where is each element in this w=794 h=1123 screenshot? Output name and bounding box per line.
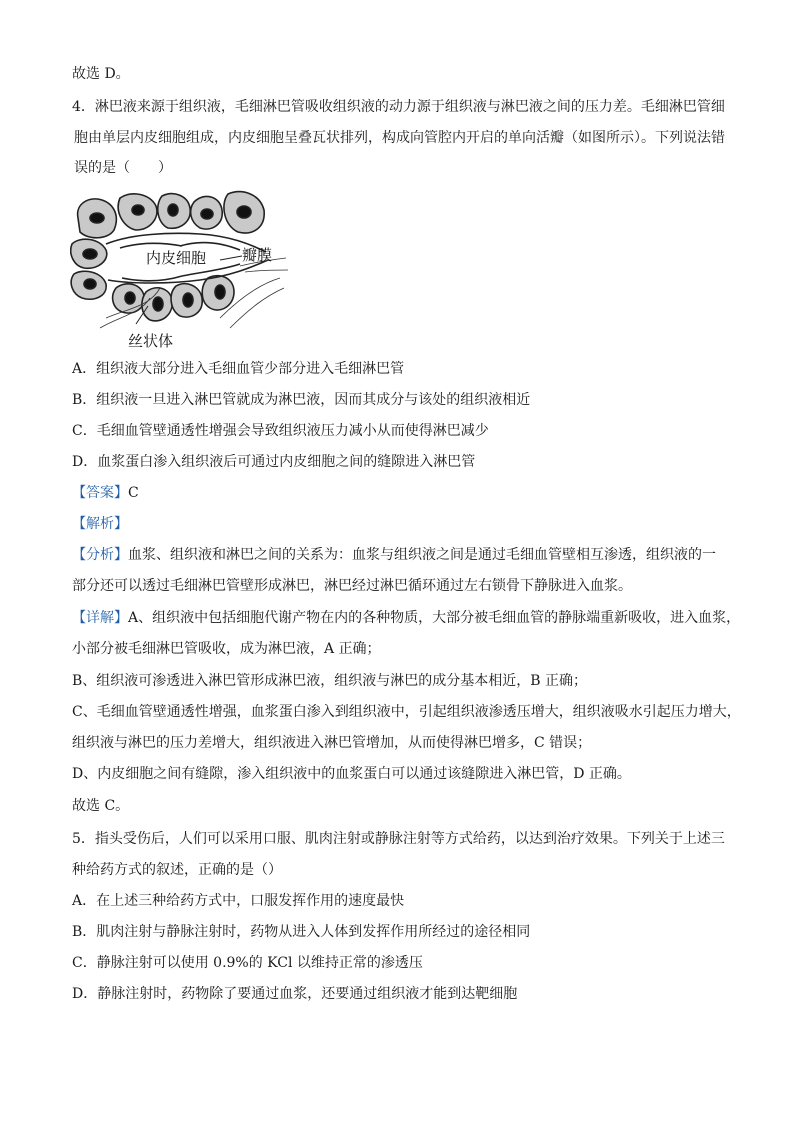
label-valve: 瓣膜 <box>242 246 273 264</box>
detail-text: B、组织液可渗透进入淋巴管形成淋巴液，组织液与淋巴的成分基本相近，B 正确； <box>72 673 588 689</box>
detail-text: C、毛细血管壁通透性增强，血浆蛋白渗入到组织液中，引起组织液渗透压增大，组织液吸水引起压力增大， <box>72 704 741 720</box>
detail-tag: 【详解】 <box>72 610 128 626</box>
label-filament: 丝状体 <box>128 332 174 350</box>
question-5-stem: 种给药方式的叙述，正确的是（） <box>72 862 282 878</box>
valve-pointer <box>220 256 242 260</box>
detail-text: 组织液与淋巴的压力差增大，组织液进入淋巴管增加，从而使得淋巴增多，C 错误； <box>72 735 592 751</box>
analysis-body: 血浆、组织液和淋巴之间的关系为：血浆与组织液之间是通过毛细血管壁相互渗透，组织液的一 <box>128 547 716 563</box>
text-line: 故选 D。 <box>72 66 130 82</box>
question-4-option-c: C．毛细血管壁通透性增强会导致组织液压力减小从而使得淋巴减少 <box>72 423 489 439</box>
question-4-stem: 误的是（ ） <box>74 160 172 176</box>
question-4-stem: 4．淋巴液来源于组织液，毛细淋巴管吸收组织液的动力源于组织液与淋巴液之间的压力差。毛细淋巴管细 <box>72 99 725 115</box>
detail-text: 小部分被毛细淋巴管吸收，成为淋巴液，A 正确； <box>72 641 381 657</box>
question-5-option-d: D．静脉注射时，药物除了要通过血浆，还要通过组织液才能到达靶细胞 <box>72 986 518 1002</box>
text-line: 故选 C。 <box>72 798 130 814</box>
question-4-option-d: D．血浆蛋白渗入组织液后可通过内皮细胞之间的缝隙进入淋巴管 <box>72 454 476 470</box>
question-5-stem: 5．指头受伤后，人们可以采用口服、肌肉注射或静脉注射等方式给药，以达到治疗效果。下列关于上述三 <box>72 831 725 847</box>
detail-text: D、内皮细胞之间有缝隙，渗入组织液中的血浆蛋白可以通过该缝隙进入淋巴管，D 正确。 <box>72 766 631 782</box>
question-5-option-c: C．静脉注射可以使用 0.9%的 KCl 以维持正常的渗透压 <box>72 955 423 971</box>
label-endothelial-cell: 内皮细胞 <box>146 249 207 267</box>
detail-text <box>72 608 740 628</box>
question-4-stem: 胞由单层内皮细胞组成，内皮细胞呈叠瓦状排列，构成向管腔内开启的单向活瓣（如图所示）。下列说法错 <box>74 130 725 146</box>
answer-value: C <box>128 485 139 501</box>
lymph-capillary-figure <box>70 188 290 350</box>
question-5-option-a: A．在上述三种给药方式中，口服发挥作用的速度最快 <box>72 893 405 909</box>
analysis-text <box>72 545 716 565</box>
analysis-tag: 【分析】 <box>72 547 128 563</box>
detail-body: A、组织液中包括细胞代谢产物在内的各种物质，大部分被毛细血管的静脉端重新吸收，进入血浆， <box>128 610 741 626</box>
question-4-option-b: B．组织液一旦进入淋巴管就成为淋巴液，因而其成分与该处的组织液相近 <box>72 392 531 408</box>
question-5-option-b: B．肌肉注射与静脉注射时，药物从进入人体到发挥作用所经过的途径相同 <box>72 924 531 940</box>
question-4-option-a: A．组织液大部分进入毛细血管少部分进入毛细淋巴管 <box>72 361 405 377</box>
answer-line <box>72 483 139 503</box>
answer-tag: 【答案】 <box>72 485 128 501</box>
analysis-text: 部分还可以透过毛细淋巴管壁形成淋巴，淋巴经过淋巴循环通过左右锁骨下静脉进入血浆。 <box>72 578 632 594</box>
analysis-heading: 【解析】 <box>72 516 128 532</box>
